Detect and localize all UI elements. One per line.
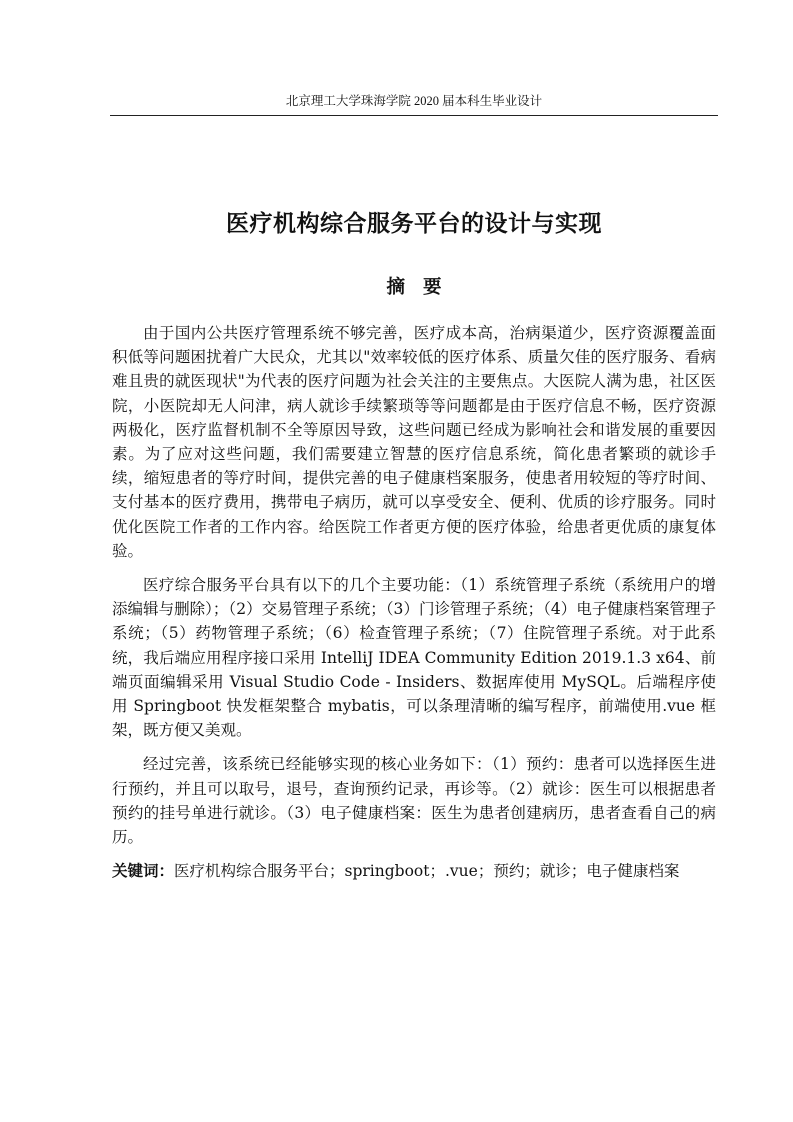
- keywords-text: 医疗机构综合服务平台；springboot；.vue；预约；就诊；电子健康档案: [174, 862, 680, 881]
- abstract-paragraph-1: 由于国内公共医疗管理系统不够完善，医疗成本高，治病渠道少，医疗资源覆盖面积低等问题困扰着广大民众，尤其以"效率较低的医疗体系、质量欠佳的医疗服务、看病难且贵的就医现状"为代表的医疗问题为社会关注的主要焦点。大医院人满为患，社区医院，小医院却无人问津，病人就诊手续繁琐等等问题都是由于医疗信息不畅，医疗资源两极化，医疗监督机制不全等原因导致，这些问题已经成为影响社会和谐发展的重要因素。为了应对这些问题，我们需要建立智慧的医疗信息系统，简化患者繁琐的就诊手续，缩短患者的等疗时间，提供完善的电子健康档案服务，使患者用较短的等疗时间、支付基本的医疗费用，携带电子病历，就可以享受安全、便利、优质的诊疗服务。同时优化医院工作者的工作内容。给医院工作者更方便的医疗体验，给患者更优质的康复体验。: [112, 324, 716, 560]
- abstract-body: [112, 321, 716, 883]
- abstract-heading: 摘要: [386, 277, 460, 298]
- paper-title: 医疗机构综合服务平台的设计与实现: [226, 210, 602, 237]
- running-header-text: 北京理工大学珠海学院 2020 届本科生毕业设计: [285, 94, 543, 108]
- abstract-paragraph-3: 经过完善，该系统已经能够实现的核心业务如下：（1）预约：患者可以选择医生进行预约，并且可以取号，退号，查询预约记录，再诊等。（2）就诊：医生可以根据患者预约的挂号单进行就诊。（3）电子健康档案：医生为患者创建病历，患者查看自己的病历。: [112, 755, 716, 847]
- keywords-label: 关键词：: [112, 861, 175, 881]
- keywords-line: [112, 859, 716, 883]
- abstract-paragraph-2: 医疗综合服务平台具有以下的几个主要功能：（1）系统管理子系统（系统用户的增添编辑与删除）；（2）交易管理子系统；（3）门诊管理子系统；（4）电子健康档案管理子系统；（5）药物管理子系统；（6）检查管理子系统；（7）住院管理子系统。对于此系统，我后端应用程序接口采用 IntelliJ IDEA Community Edition 2019.1.3 x64、前端页面编辑采用 Visual Studio Code - Insiders、数据库使用 MySQL。后端程序使用 Springboot 快发框架整合 mybatis，可以条理清晰的编写程序，前端使用.vue 框架，既方便又美观。: [112, 576, 716, 740]
- running-header: [110, 92, 718, 116]
